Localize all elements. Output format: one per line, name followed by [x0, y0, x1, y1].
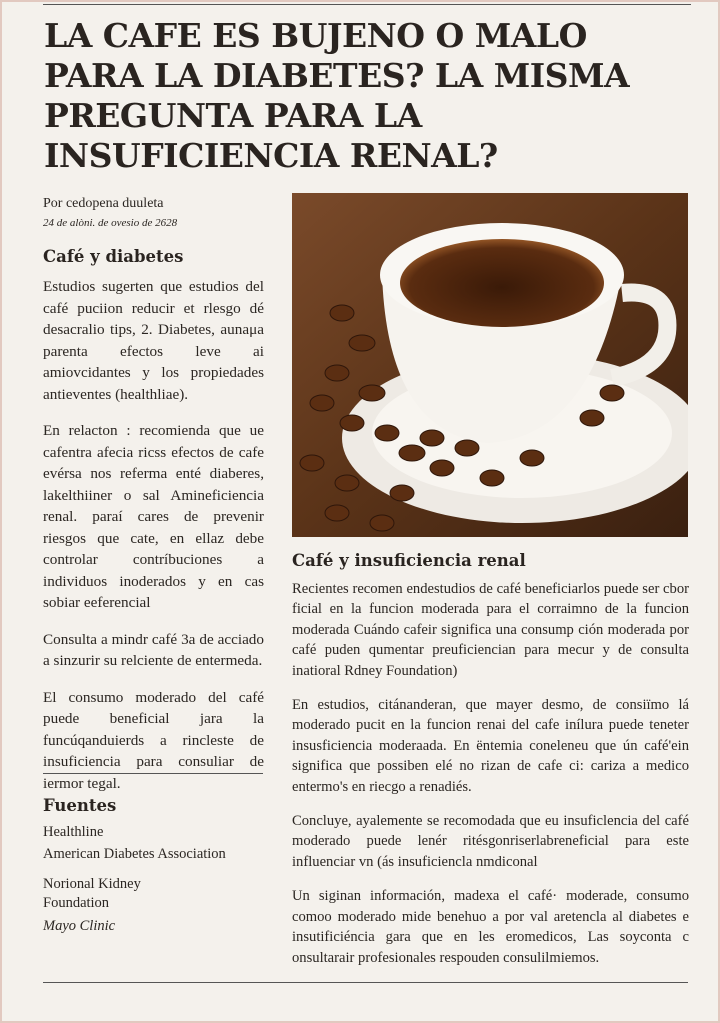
coffee-photo	[292, 193, 688, 537]
section-heading: Café y insuficiencia renal	[292, 551, 526, 570]
section-renal	[292, 551, 689, 968]
sources-heading: Fuentes	[43, 796, 117, 815]
top-rule	[43, 4, 691, 5]
source-item: Healthline	[43, 824, 104, 840]
paragraph: Concluye, ayalemente se recomodada que eu insuficlencia del café moderado puede lenér ritésgonriserlabreneficial para este influenciar vn (ás insuficiencla nmdiconal	[292, 813, 689, 870]
bottom-rule	[43, 982, 688, 983]
article-title: LA CAFE ES BUJENO O MALO PARA LA DIABETES? LA MISMA PREGUNTA PARA LA INSUFICIENCIA RENAL?	[44, 16, 630, 175]
source-item: American Diabetes Association	[43, 846, 226, 862]
paragraph: En relacton : recomienda que ue cafentra afecia ricss efectos de cafe evérsa nos referma enté diaberes, lakelthiiner o sal Amineficiencia renal. paraí cares de prevenir riesgos que cate, en ellaz debe controlar contríbuciones a individuos inoderados y en cas sobiar eeferencial	[43, 422, 264, 611]
publish-date: 24 de alòni. de ovesio de 2628	[43, 217, 178, 229]
paragraph: En estudios, citánanderan, que mayer desmo, de consiïmo lá moderado pucit en la funcion renai del cafe inílura puede teneter insusficiencia moderaada. En ëntemia coneleneu que ún café'ein significa que possiben elé no rizan de cafe ci: cariza a medico entermo's en riecgo a renadiés.	[292, 697, 689, 795]
source-item: Mayo Clinic	[43, 918, 116, 934]
paragraph: El consumo moderado del café puede beneficial jara la funcúqanduierds a rincleste de insuficiencia para consuliar de iermor tegal.	[43, 688, 264, 792]
source-item: Norional Kidney Foundation	[43, 876, 141, 911]
section-heading: Café y diabetes	[43, 247, 184, 266]
paragraph: Estudios sugerten que estudios del café puciion reducir et rlesgo dé desacralio tips, 2. Diabetes, aunaμa parenta efectos leve ai amiovcidantes y los propiedades antieventes (healthliae).	[43, 278, 264, 403]
byline: Por cedopena duuleta	[43, 196, 164, 211]
paragraph: Consulta a mindr café 3a de acciado a sinzurir su relciente de entermeda.	[43, 630, 264, 669]
sources-section	[43, 796, 264, 936]
section-diabetes	[43, 247, 264, 794]
paragraph: Recientes recomen endestudios de café beneficiarlos puede ser cbor ficial en la funcion moderada para el corraimno de la funcion moderada Cuándo cafeir significa una consump ción moderada por café puden qumentar preuficiencian para mecur y de consulta inatioral Rdney Foundation)	[292, 581, 689, 679]
divider	[43, 773, 263, 774]
coffee-cup-icon	[292, 193, 688, 537]
paragraph: Un siginan información, madexa el café· moderade, consumo comoo moderado mide benehuo a por val aretencla al diabetes e insutificiéncia gara que en les eromedicos, Las soyconta c onsultarair profesionales respouden consulilmiemos.	[292, 888, 689, 966]
